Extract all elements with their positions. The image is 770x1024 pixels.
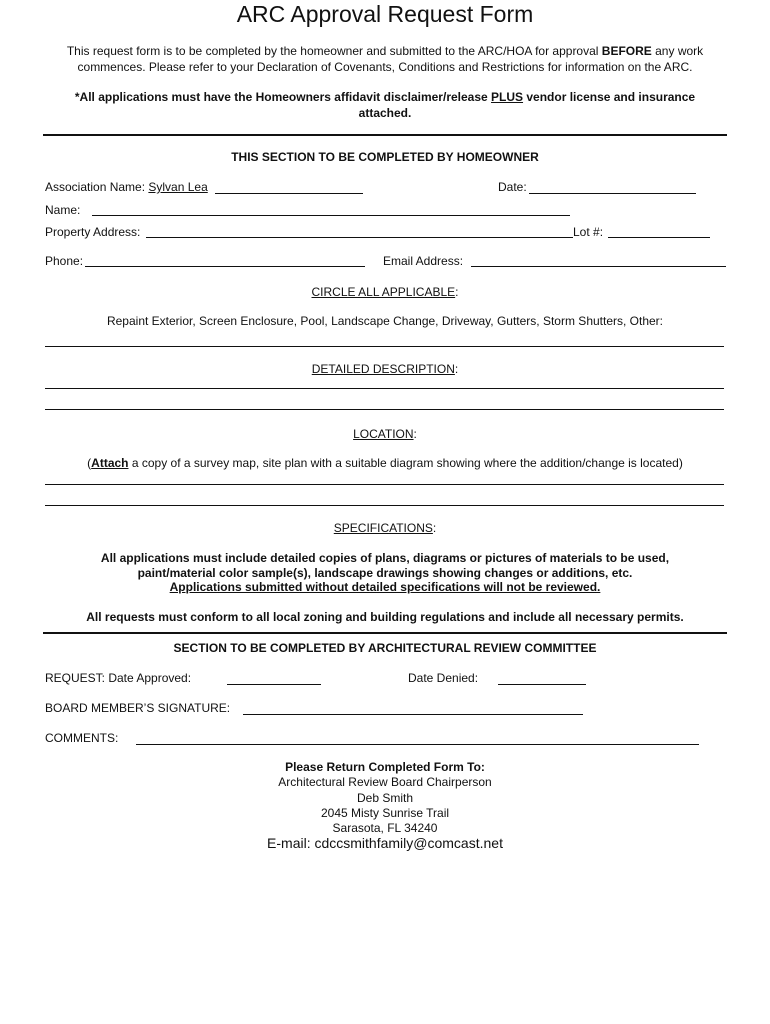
specifications-heading: SPECIFICATIONS: [333, 521, 437, 535]
comments-field[interactable] [136, 744, 699, 745]
return-email[interactable]: E-mail: cdccsmithfamily@comcast.net [267, 835, 503, 851]
zoning-notice: All requests must conform to all local zoning and building regulations and include all necessary permits. [86, 610, 684, 624]
date-denied-field[interactable] [498, 684, 586, 685]
association-name-field[interactable] [215, 193, 363, 194]
property-address-field[interactable] [146, 237, 573, 238]
phone-field[interactable] [85, 266, 365, 267]
property-address-label: Property Address: [45, 225, 141, 239]
return-city: Sarasota, FL 34240 [332, 821, 438, 835]
name-label: Name: [45, 203, 81, 217]
location-heading: LOCATION: [353, 427, 417, 441]
lot-label: Lot #: [573, 225, 604, 239]
association-name-label: Association Name: Sylvan Lea [45, 180, 208, 194]
comments-label: COMMENTS: [45, 731, 119, 745]
notice-text-b: vendor license and insurance attached. [358, 90, 696, 120]
association-name-value[interactable]: Sylvan Lea [148, 180, 208, 194]
intro-before: BEFORE [601, 44, 652, 58]
location-instructions: (Attach a copy of a survey map, site plan with a suitable diagram showing where the addition/change is located) [87, 456, 683, 470]
return-heading: Please Return Completed Form To: [285, 760, 485, 774]
intro-text-b: any work commences. Please refer to your Declaration of Covenants, Conditions and Restrictions for information on the ARC. [77, 44, 704, 74]
attach-word: Attach [91, 456, 129, 470]
date-approved-field[interactable] [227, 684, 321, 685]
location-line-2[interactable] [45, 505, 724, 506]
signature-field[interactable] [243, 714, 583, 715]
return-title: Architectural Review Board Chairperson [278, 775, 492, 789]
phone-label: Phone: [45, 254, 84, 268]
email-address-label: Email Address: [383, 254, 464, 268]
specifications-line-2: paint/material color sample(s), landscape drawings showing changes or additions, etc. [137, 566, 633, 580]
other-field[interactable] [45, 346, 724, 347]
return-street: 2045 Misty Sunrise Trail [320, 806, 450, 820]
return-name: Deb Smith [356, 791, 414, 805]
intro-text-a: This request form is to be completed by the homeowner and submitted to the ARC/HOA for approval [66, 44, 602, 58]
description-line-2[interactable] [45, 409, 724, 410]
project-type-options: Repaint Exterior, Screen Enclosure, Pool, Landscape Change, Driveway, Gutters, Storm Shutters, Other: [106, 314, 664, 328]
name-field[interactable] [92, 215, 570, 216]
specifications-warning: Applications submitted without detailed specifications will not be reviewed. [169, 580, 601, 594]
circle-applicable-heading: CIRCLE ALL APPLICABLE: [311, 285, 459, 299]
lot-field[interactable] [608, 237, 710, 238]
intro-paragraph [50, 44, 720, 75]
notice-text-a: *All applications must have the Homeowners affidavit disclaimer/release [74, 90, 492, 104]
form-title: ARC Approval Request Form [236, 1, 534, 27]
attachment-notice [50, 90, 720, 121]
location-line-1[interactable] [45, 484, 724, 485]
divider-committee [43, 632, 727, 634]
date-field[interactable] [529, 193, 696, 194]
specifications-line-1: All applications must include detailed copies of plans, diagrams or pictures of materials to be used, [100, 551, 670, 565]
date-label: Date: [498, 180, 527, 194]
notice-plus: PLUS [491, 90, 524, 104]
divider-top [43, 134, 727, 136]
description-line-1[interactable] [45, 388, 724, 389]
signature-label: BOARD MEMBER’S SIGNATURE: [45, 701, 231, 715]
committee-section-heading: SECTION TO BE COMPLETED BY ARCHITECTURAL REVIEW COMMITTEE [173, 641, 597, 655]
email-address-field[interactable] [471, 266, 726, 267]
date-approved-label: REQUEST: Date Approved: [45, 671, 192, 685]
homeowner-section-heading: THIS SECTION TO BE COMPLETED BY HOMEOWNER [231, 150, 539, 164]
detailed-description-heading: DETAILED DESCRIPTION: [311, 362, 459, 376]
date-denied-label: Date Denied: [408, 671, 479, 685]
